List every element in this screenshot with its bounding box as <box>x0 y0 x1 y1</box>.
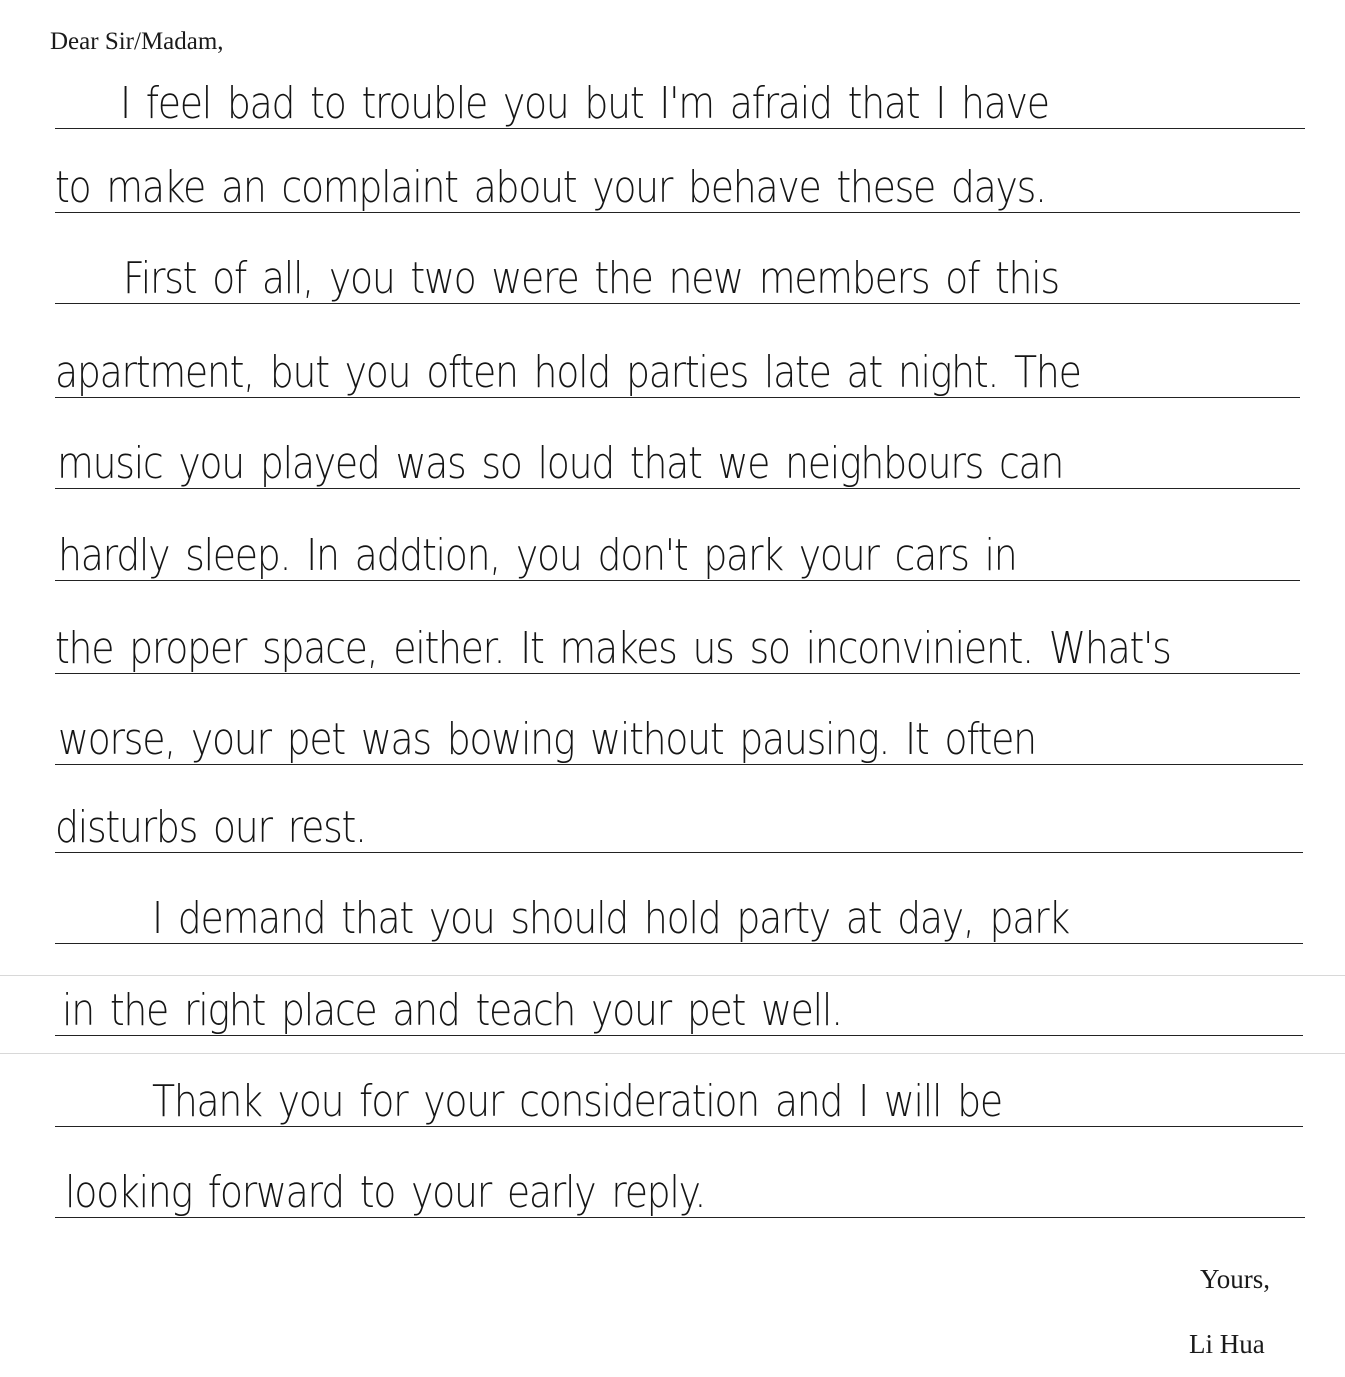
ruled-line <box>55 944 1303 1036</box>
ruled-line <box>55 673 1303 765</box>
ruled-line <box>55 582 1300 674</box>
handwritten-line: in the right place and teach your pet well. <box>62 985 842 1036</box>
handwritten-line: hardly sleep. In addtion, you don't park your cars in <box>58 530 1017 581</box>
handwritten-line: disturbs our rest. <box>55 802 366 853</box>
handwritten-line: Thank you for your consideration and I will be <box>152 1076 1002 1127</box>
ruled-line <box>55 306 1300 398</box>
ruled-line <box>55 1035 1303 1127</box>
ruled-line <box>55 397 1300 489</box>
handwritten-line: First of all, you two were the new members of this <box>123 253 1059 304</box>
signature-name: Li Hua <box>1189 1329 1265 1359</box>
handwritten-line: I demand that you should hold party at day, park <box>152 893 1070 944</box>
handwritten-line: music you played was so loud that we neighbours can <box>57 438 1064 489</box>
ruled-line <box>55 121 1300 213</box>
handwritten-line: apartment, but you often hold parties late at night. The <box>55 347 1081 398</box>
ruled-line <box>55 1126 1305 1218</box>
ruled-line <box>55 37 1305 129</box>
handwritten-line: looking forward to your early reply. <box>65 1167 706 1218</box>
ruled-line <box>55 852 1303 944</box>
ruled-line <box>55 761 1303 853</box>
ruled-line <box>55 489 1300 581</box>
salutation: Dear Sir/Madam, <box>50 28 224 55</box>
handwritten-line: worse, your pet was bowing without pausing. It often <box>58 714 1036 765</box>
handwritten-line: I feel bad to trouble you but I'm afraid that I have <box>120 78 1049 129</box>
handwritten-line: the proper space, either. It makes us so inconvinient. What's <box>55 623 1171 674</box>
closing: Yours, <box>1200 1264 1271 1294</box>
ruled-line <box>55 212 1300 304</box>
handwritten-line: to make an complaint about your behave these days. <box>55 162 1046 213</box>
